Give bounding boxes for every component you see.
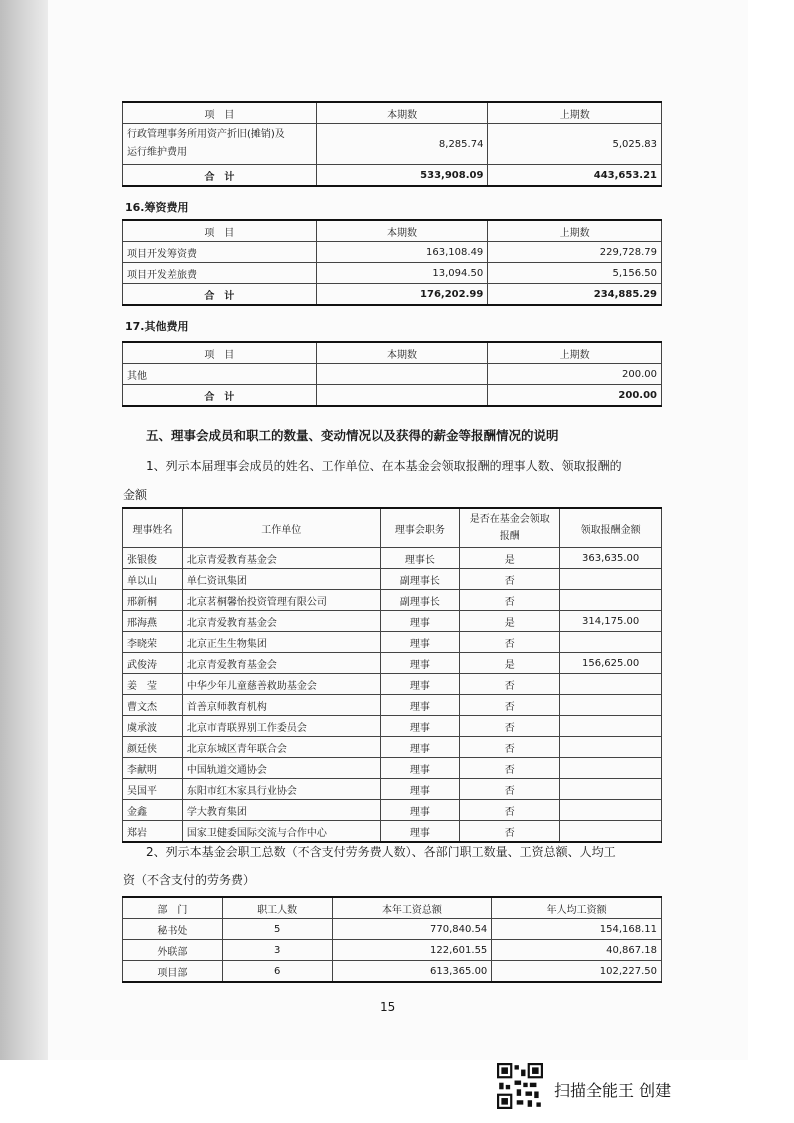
- table-row: [123, 961, 662, 983]
- row-current: 13,094.50: [316, 263, 488, 284]
- member-amount: [560, 716, 662, 737]
- member-name: 吴国平: [123, 779, 183, 800]
- staff-dept: 项目部: [123, 961, 223, 983]
- member-amount: [560, 821, 662, 843]
- table-staff: [122, 896, 662, 983]
- member-name: 单以山: [123, 569, 183, 590]
- total-label: 合 计: [123, 284, 317, 306]
- staff-rows: [123, 919, 662, 983]
- table-other-expenses: [122, 341, 662, 407]
- member-unit: 中华少年儿童慈善救助基金会: [182, 674, 380, 695]
- header-amount: 领取报酬金额: [560, 508, 662, 548]
- member-role: 理事: [380, 716, 460, 737]
- qr-code-icon: [497, 1063, 543, 1109]
- header-unit: 工作单位: [182, 508, 380, 548]
- total-previous: 200.00: [488, 385, 662, 407]
- row-label: 行政管理事务所用资产折旧(摊销)及 运行维护费用: [123, 124, 317, 165]
- member-unit: 单仁资讯集团: [182, 569, 380, 590]
- row-current: 8,285.74: [316, 124, 488, 165]
- member-name: 金鑫: [123, 800, 183, 821]
- header-item: 项 目: [123, 102, 317, 124]
- member-amount: [560, 800, 662, 821]
- member-role: 理事: [380, 632, 460, 653]
- member-name: 武俊涛: [123, 653, 183, 674]
- table-row: [123, 632, 662, 653]
- table-row: [123, 548, 662, 569]
- member-amount: [560, 632, 662, 653]
- row-previous: 5,156.50: [488, 263, 662, 284]
- staff-avg: 154,168.11: [492, 919, 662, 940]
- para-1-line-1: 1、列示本届理事会成员的姓名、工作单位、在本基金会领取报酬的理事人数、领取报酬的: [146, 459, 622, 473]
- page-number: 15: [380, 1000, 396, 1014]
- row-previous: 229,728.79: [488, 242, 662, 263]
- row-current: [316, 364, 488, 385]
- scanner-credit: 扫描全能王 创建: [554, 1081, 672, 1100]
- header-count: 职工人数: [222, 897, 332, 919]
- table-row: [123, 800, 662, 821]
- header-current: 本期数: [316, 342, 488, 364]
- member-paid: 否: [460, 569, 560, 590]
- member-amount: [560, 737, 662, 758]
- header-previous: 上期数: [488, 342, 662, 364]
- row-label: 项目开发筹资费: [123, 242, 317, 263]
- member-name: 郑岩: [123, 821, 183, 843]
- header-role: 理事会职务: [380, 508, 460, 548]
- member-amount: [560, 779, 662, 800]
- table-row: [123, 653, 662, 674]
- staff-count: 6: [222, 961, 332, 983]
- header-current: 本期数: [316, 102, 488, 124]
- table-row: [123, 674, 662, 695]
- staff-dept: 秘书处: [123, 919, 223, 940]
- para-1-line-2: 金额: [123, 488, 148, 502]
- section-5-heading: 五、理事会成员和职工的数量、变动情况以及获得的薪金等报酬情况的说明: [146, 428, 559, 443]
- member-paid: 否: [460, 779, 560, 800]
- member-name: 李晓荣: [123, 632, 183, 653]
- member-role: 理事: [380, 695, 460, 716]
- member-paid: 否: [460, 758, 560, 779]
- board-rows: [123, 548, 662, 843]
- para-2-line-2: 资（不含支付的劳务费）: [123, 873, 256, 887]
- member-unit: 北京青爱教育基金会: [182, 611, 380, 632]
- staff-total: 122,601.55: [332, 940, 492, 961]
- member-amount: [560, 695, 662, 716]
- table-row: [123, 569, 662, 590]
- total-previous: 443,653.21: [488, 165, 662, 187]
- member-unit: 北京正生生物集团: [182, 632, 380, 653]
- staff-total: 770,840.54: [332, 919, 492, 940]
- staff-count: 5: [222, 919, 332, 940]
- member-role: 理事长: [380, 548, 460, 569]
- section-16-title: 16.筹资费用: [125, 201, 189, 214]
- total-current: 533,908.09: [316, 165, 488, 187]
- table-row: [123, 919, 662, 940]
- member-name: 张银俊: [123, 548, 183, 569]
- table-row: [123, 737, 662, 758]
- member-role: 理事: [380, 758, 460, 779]
- member-paid: 否: [460, 590, 560, 611]
- table-row: [123, 821, 662, 843]
- member-unit: 北京东城区青年联合会: [182, 737, 380, 758]
- member-unit: 北京市青联界别工作委员会: [182, 716, 380, 737]
- row-previous: 5,025.83: [488, 124, 662, 165]
- member-unit: 中国轨道交通协会: [182, 758, 380, 779]
- header-previous: 上期数: [488, 102, 662, 124]
- header-item: 项 目: [123, 220, 317, 242]
- table-row: [123, 590, 662, 611]
- member-paid: 否: [460, 821, 560, 843]
- member-unit: 学大教育集团: [182, 800, 380, 821]
- member-amount: [560, 674, 662, 695]
- member-unit: 东阳市红木家具行业协会: [182, 779, 380, 800]
- table-row: [123, 695, 662, 716]
- total-current: 176,202.99: [316, 284, 488, 306]
- row-label: 其他: [123, 364, 317, 385]
- total-previous: 234,885.29: [488, 284, 662, 306]
- member-role: 理事: [380, 821, 460, 843]
- member-role: 理事: [380, 737, 460, 758]
- member-unit: 国家卫健委国际交流与合作中心: [182, 821, 380, 843]
- staff-total: 613,365.00: [332, 961, 492, 983]
- table-row: [123, 758, 662, 779]
- member-amount: 314,175.00: [560, 611, 662, 632]
- table-financing-expenses: [122, 219, 662, 306]
- table-board-members: [122, 507, 662, 843]
- member-paid: 否: [460, 800, 560, 821]
- total-current: [316, 385, 488, 407]
- staff-count: 3: [222, 940, 332, 961]
- member-role: 副理事长: [380, 590, 460, 611]
- member-paid: 否: [460, 737, 560, 758]
- member-role: 理事: [380, 653, 460, 674]
- member-paid: 是: [460, 653, 560, 674]
- member-role: 副理事长: [380, 569, 460, 590]
- member-role: 理事: [380, 779, 460, 800]
- header-total: 本年工资总额: [332, 897, 492, 919]
- row-label: 项目开发差旅费: [123, 263, 317, 284]
- member-name: 李献明: [123, 758, 183, 779]
- row-previous: 200.00: [488, 364, 662, 385]
- member-unit: 北京茗桐馨怡投资管理有限公司: [182, 590, 380, 611]
- member-unit: 北京青爱教育基金会: [182, 653, 380, 674]
- total-label: 合 计: [123, 165, 317, 187]
- member-paid: 否: [460, 716, 560, 737]
- member-role: 理事: [380, 611, 460, 632]
- member-amount: [560, 590, 662, 611]
- table-admin-expenses: [122, 101, 662, 187]
- header-previous: 上期数: [488, 220, 662, 242]
- section-17-title: 17.其他费用: [125, 320, 189, 333]
- member-paid: 是: [460, 611, 560, 632]
- header-name: 理事姓名: [123, 508, 183, 548]
- total-label: 合 计: [123, 385, 317, 407]
- header-avg: 年人均工资额: [492, 897, 662, 919]
- member-unit: 首善京师教育机构: [182, 695, 380, 716]
- member-amount: 156,625.00: [560, 653, 662, 674]
- member-name: 曹文杰: [123, 695, 183, 716]
- member-amount: 363,635.00: [560, 548, 662, 569]
- header-dept: 部 门: [123, 897, 223, 919]
- table-row: [123, 716, 662, 737]
- staff-dept: 外联部: [123, 940, 223, 961]
- member-name: 邢新桐: [123, 590, 183, 611]
- staff-avg: 40,867.18: [492, 940, 662, 961]
- member-name: 邢海燕: [123, 611, 183, 632]
- member-unit: 北京青爱教育基金会: [182, 548, 380, 569]
- member-paid: 否: [460, 695, 560, 716]
- member-amount: [560, 758, 662, 779]
- staff-avg: 102,227.50: [492, 961, 662, 983]
- member-name: 颜廷侠: [123, 737, 183, 758]
- para-2-line-1: 2、列示本基金会职工总数（不含支付劳务费人数）、各部门职工数量、工资总额、人均工: [146, 845, 616, 859]
- table-row: [123, 779, 662, 800]
- row-current: 163,108.49: [316, 242, 488, 263]
- member-paid: 否: [460, 674, 560, 695]
- header-current: 本期数: [316, 220, 488, 242]
- table-row: [123, 940, 662, 961]
- member-amount: [560, 569, 662, 590]
- table-row: [123, 611, 662, 632]
- header-item: 项 目: [123, 342, 317, 364]
- header-paid: 是否在基金会领取 报酬: [460, 508, 560, 548]
- member-role: 理事: [380, 674, 460, 695]
- member-name: 姜 莹: [123, 674, 183, 695]
- member-name: 虞承波: [123, 716, 183, 737]
- member-paid: 是: [460, 548, 560, 569]
- member-role: 理事: [380, 800, 460, 821]
- member-paid: 否: [460, 632, 560, 653]
